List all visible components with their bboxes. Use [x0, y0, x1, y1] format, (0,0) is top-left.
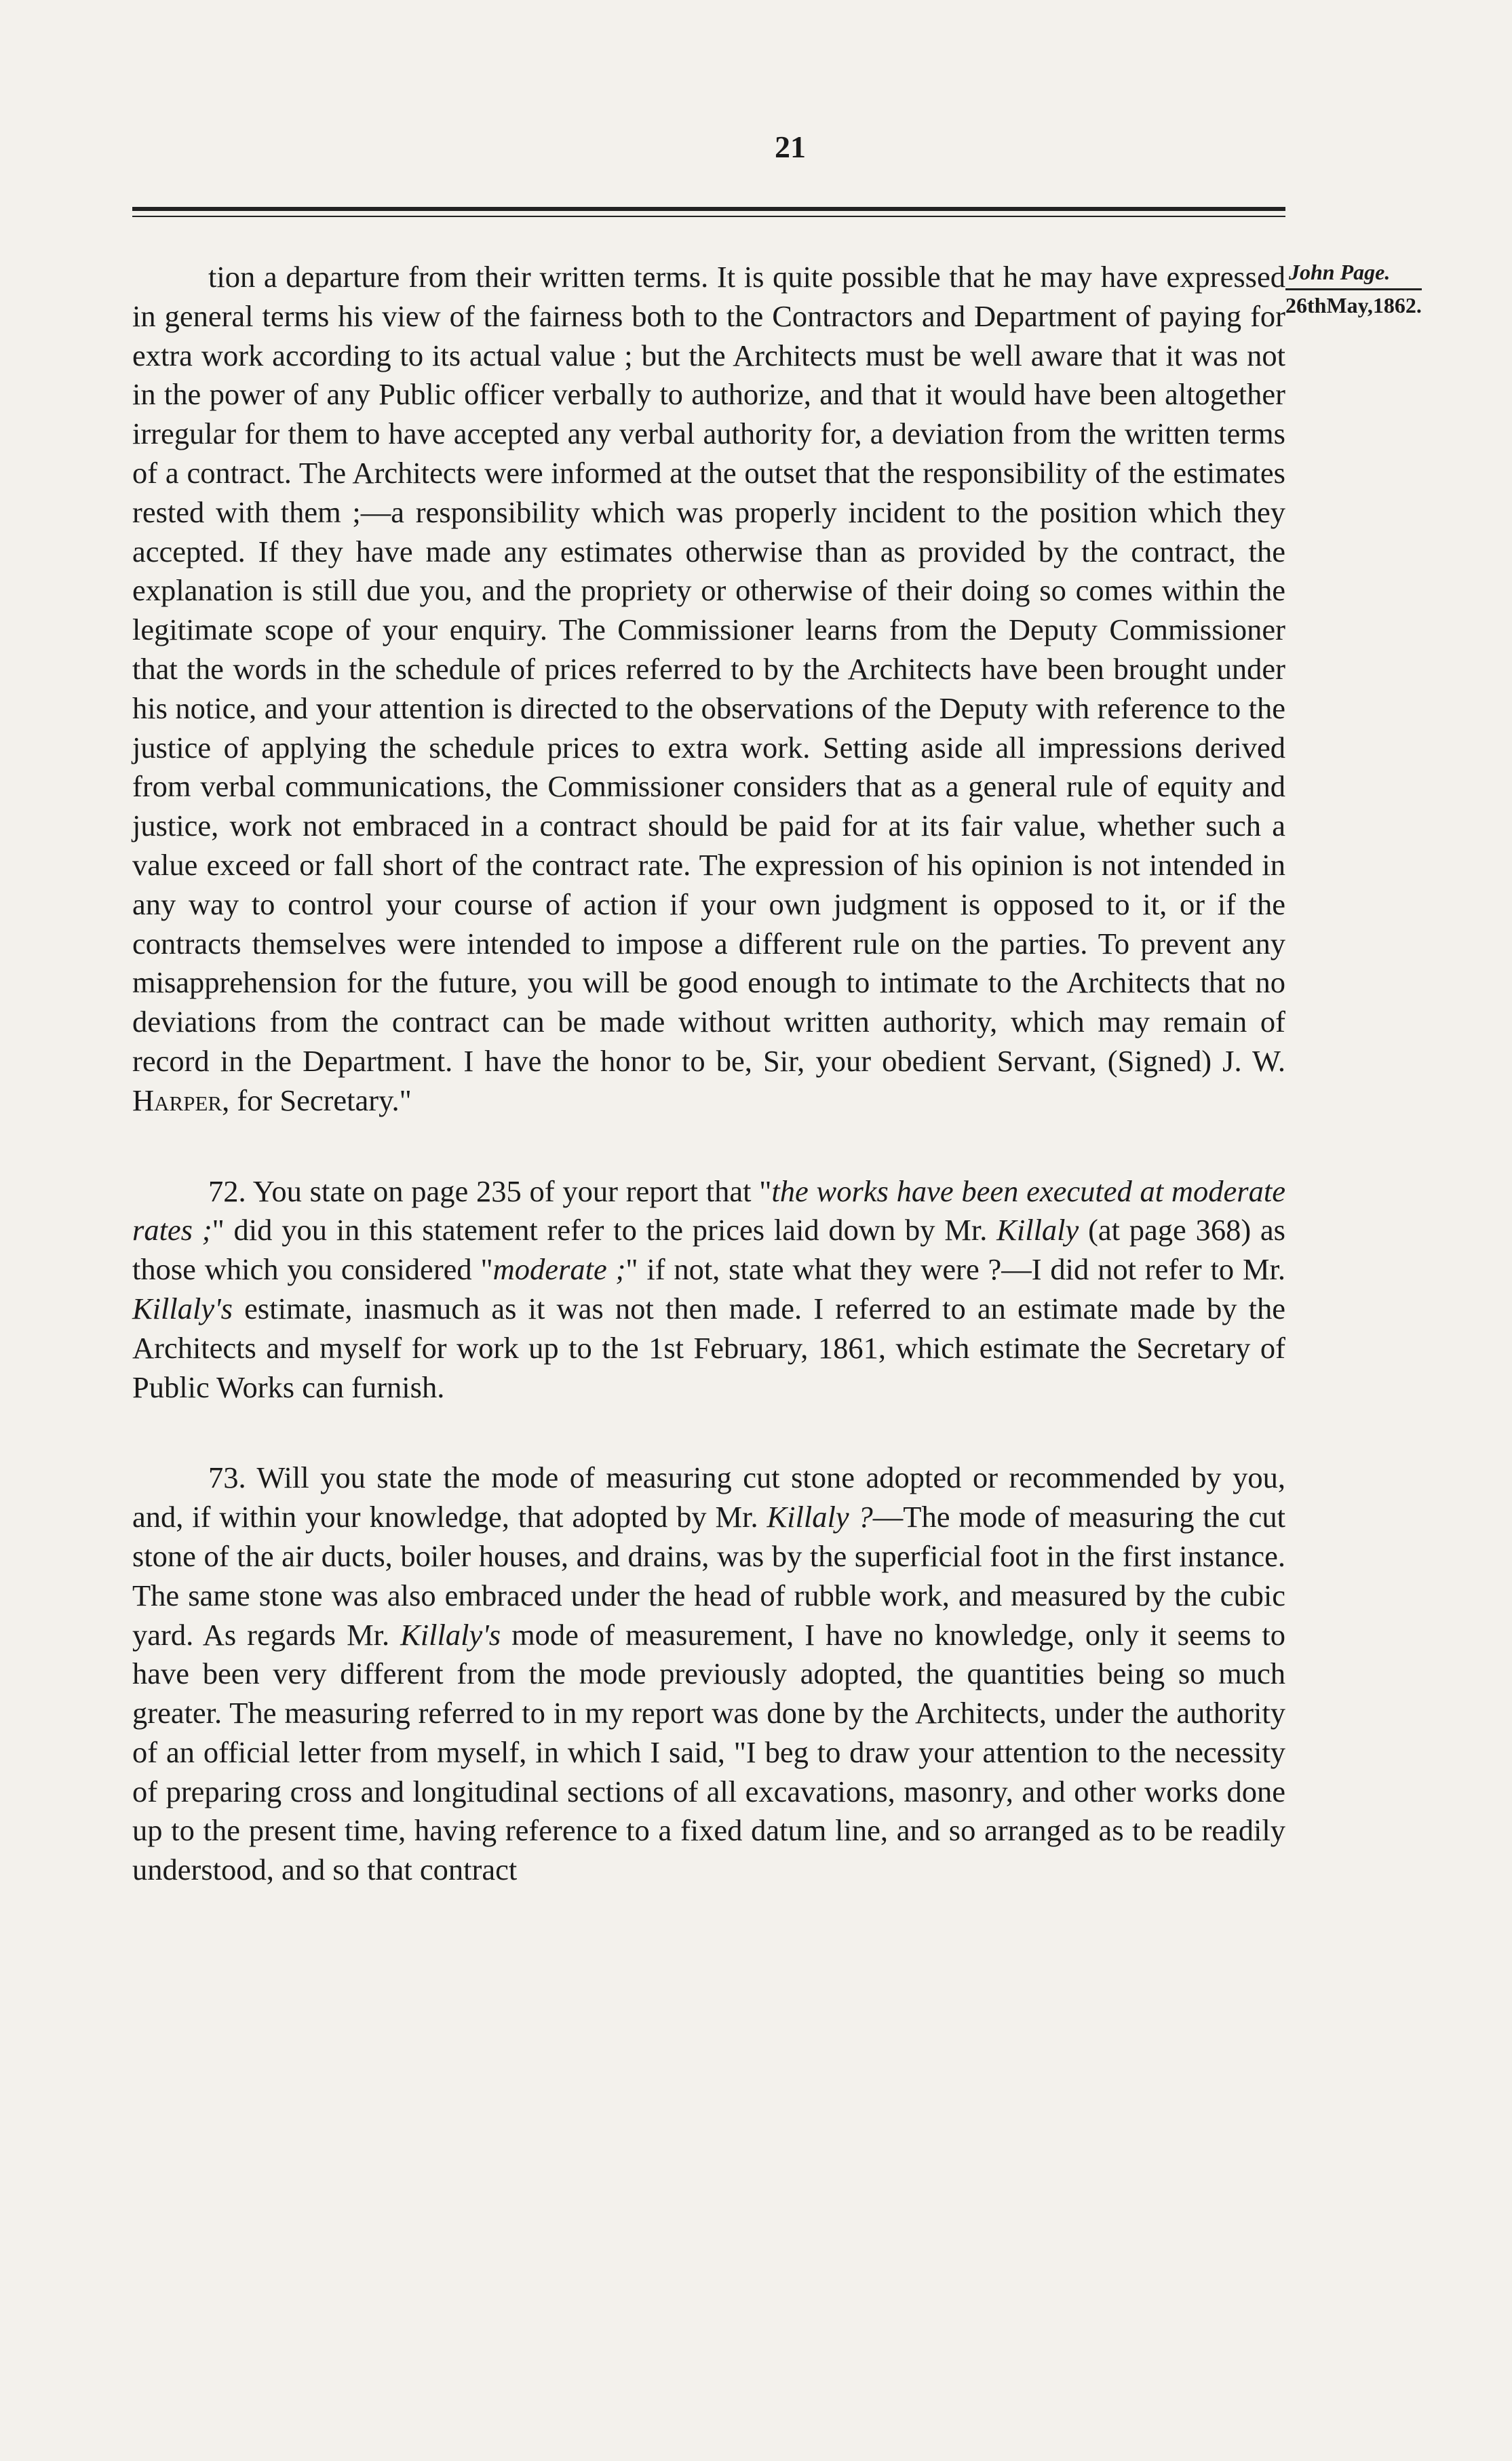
- page-number: 21: [775, 130, 806, 164]
- text-run: tion a departure from their written terms. It is quite possible that he may have expressed in general terms his view of the fairness both to the Contractors and Department of paying for extra work according to its actual value ; but the Architects must be well aware that it was not in the power of any Public officer verbally to authorize, and that it would have been altogether irregular for them to have accepted any verbal authority for, a deviation from the written terms of a contract. The Architects were informed at the outset that the responsibility of the estimates rested with them ;—a responsibility which was properly incident to the position which they accepted. If they have made any estimates otherwise than as provided by the contract, the explanation is still due you, and the propriety or otherwise of their doing so comes within the legitimate scope of your enquiry. The Commissioner learns from the Deputy Commissioner that the words in the schedule of prices referred to by the Architects have been brought under his notice, and your attention is directed to the observations of the Deputy with reference to the justice of applying the schedule prices to extra work. Setting aside all impressions derived from verbal communications, the Commissioner considers that as a general rule of equity and justice, work not embraced in a contract should be paid for at its fair value, whether such a value exceed or fall short of the contract rate. The expression of his opinion is not intended in any way to control your course of action if your own judgment is opposed to it, or if the contracts themselves were intended to impose a different rule on the parties. To prevent any misapprehension for the future, you will be good enough to intimate to the Architects that no deviations from the contract can be made without written authority, which may remain of record in the Department. I have the honor to be, Sir, your obedient Servant, (Signed) J. W.: [132, 260, 1285, 1078]
- italic-run: Killaly's: [132, 1291, 233, 1325]
- paragraph-question-73: [132, 1458, 1285, 1890]
- italic-run: Killaly: [996, 1213, 1079, 1247]
- body-text: [132, 258, 1285, 1890]
- text-run: (at page 368) as those which you considered ": [132, 1213, 1286, 1287]
- text-run: " if not, state what they were ?—I did not refer to Mr.: [625, 1252, 1286, 1287]
- paragraph-letter-continuation: [132, 258, 1285, 1121]
- text-run: 73. Will you state the mode of measuring cut stone adopted or recommended by you, and, if within your knowledge, that adopted by Mr.: [132, 1460, 1285, 1534]
- margin-note-date: 26thMay,1862.: [1285, 288, 1422, 318]
- margin-note-name: John Page.: [1289, 260, 1391, 284]
- text-run: —The mode of measuring the cut stone of the air ducts, boiler houses, and drains, was by the superficial foot in the first instance. The same stone was also embraced under the head of rubble work, and measured by the cubic yard. As regards Mr.: [132, 1500, 1285, 1652]
- paragraph-question-72: [132, 1172, 1285, 1408]
- italic-run: Killaly ?: [767, 1500, 873, 1534]
- signer-name: Harper: [132, 1083, 222, 1117]
- text-run: mode of measurement, I have no knowledge, only it seems to have been very different from the mode previously adopted, the quantities being so much greater. The measuring referred to in my report was done by the Architects, under the authority of an official letter from myself, in which I said, "I beg to draw your attention to the necessity of preparing cross and longitudinal sections of all excavations, masonry, and other works done up to the present time, having reference to a fixed datum line, and so arranged as to be readily understood, and so that contract: [132, 1617, 1285, 1887]
- text-run: , for Secretary.": [222, 1083, 412, 1117]
- italic-run: Killaly's: [400, 1617, 501, 1652]
- header-rule-thick: [132, 207, 1285, 211]
- italic-run: moderate ;: [492, 1252, 626, 1287]
- text-run: estimate, inasmuch as it was not then made. I referred to an estimate made by the Architects and myself for work up to the 1st February, 1861, which estimate the Secretary of Public Works can furnish.: [132, 1291, 1285, 1404]
- text-run: " did you in this statement refer to the prices laid down by Mr.: [212, 1213, 997, 1247]
- text-run: 72. You state on page 235 of your report that ": [208, 1174, 772, 1208]
- italic-run: the works have been executed at moderate rates ;: [132, 1174, 1285, 1247]
- header-rule-thin: [132, 216, 1285, 217]
